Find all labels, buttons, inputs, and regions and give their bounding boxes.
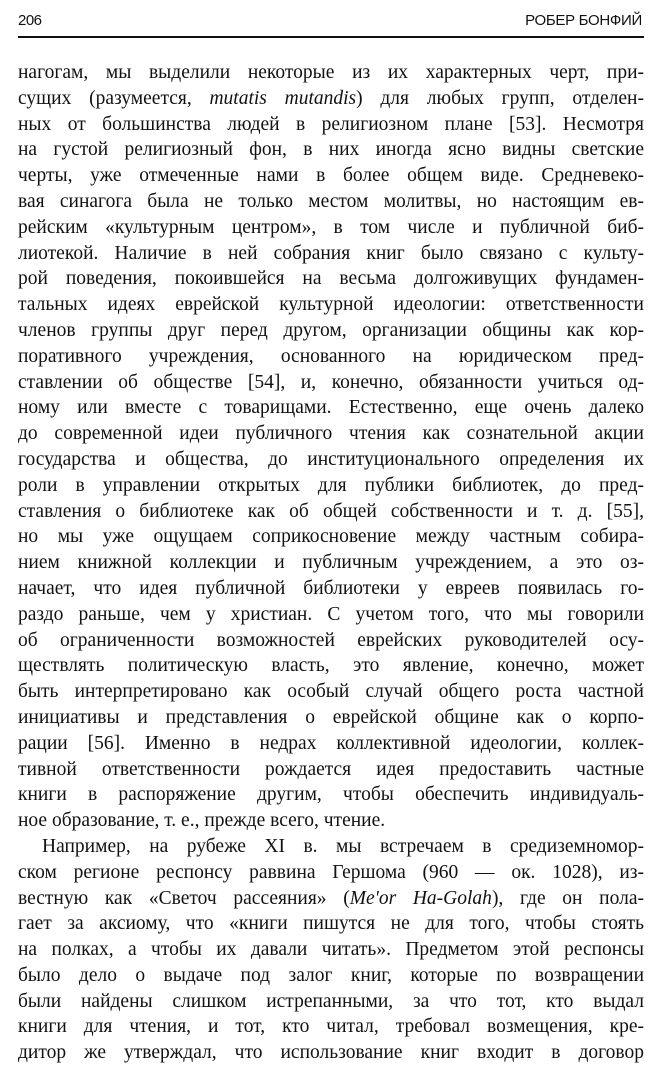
text-line — [18, 447, 644, 473]
text-line — [18, 112, 644, 138]
text-line — [18, 576, 644, 602]
text-line — [18, 860, 644, 886]
text-run: на полках, а чтобы их давали читать». Предметом этой респонсы — [18, 939, 644, 961]
text-line — [18, 886, 644, 912]
text-line — [18, 370, 644, 396]
text-run: ) для любых групп, отделен- — [356, 87, 644, 109]
text-run: ставления о библиотеке как об общей собственности и т. д. [55], — [18, 500, 644, 522]
text-line — [18, 602, 644, 628]
running-head-author: РОБЕР БОНФИЙ — [525, 12, 642, 29]
text-line — [18, 137, 644, 163]
text-run: начает, что идея публичной библиотеки у евреев появилась го- — [18, 577, 644, 599]
text-line — [18, 318, 644, 344]
text-run: раздо раньше, чем у христиан. С учетом того, что мы говорили — [18, 603, 644, 625]
text-line — [18, 266, 644, 292]
text-line — [18, 731, 644, 757]
text-line — [18, 989, 644, 1015]
running-head — [18, 10, 642, 36]
text-run: на густой религиозный фон, в них иногда ясно видны светские — [18, 139, 644, 161]
text-line — [18, 808, 644, 834]
text-line — [18, 963, 644, 989]
text-run: рейским «культурным центром», в том числе и публичной биб- — [18, 216, 644, 238]
text-run: вестную как «Светоч рассеяния» ( — [18, 887, 350, 909]
text-run: роли в управлении открытых для публики библиотек, до пред- — [18, 474, 644, 496]
italic-term: Me'or Ha-Golah — [349, 887, 492, 909]
text-run: нием книжной коллекции и публичным учреждением, а это оз- — [18, 552, 644, 574]
text-run: поративного учреждения, основанного на юридическом пред- — [18, 345, 644, 367]
text-line — [18, 1014, 644, 1040]
text-line — [18, 421, 644, 447]
text-run: Например, на рубеже XI в. мы встречаем в средиземномор- — [42, 835, 644, 857]
text-line — [18, 86, 644, 112]
text-run: инициативы и представления о еврейской общине как о корпо- — [18, 706, 644, 728]
text-line — [18, 782, 644, 808]
text-line — [18, 215, 644, 241]
body-text — [18, 60, 644, 1066]
text-run: ществлять политическую власть, это явление, конечно, может — [18, 655, 644, 677]
header-rule — [18, 36, 644, 38]
text-run: государства и общества, до институционального определения их — [18, 448, 644, 470]
text-run: книги для чтения, и тот, кто читал, требовал возмещения, кре- — [18, 1016, 644, 1038]
text-run: было дело о выдаче под залог книг, которые по возвращении — [18, 964, 644, 986]
text-run: членов группы друг перед другом, организации общины как кор- — [18, 319, 644, 341]
text-line — [18, 705, 644, 731]
text-run: дитор же утверждал, что использование книг входит в договор — [18, 1042, 644, 1064]
italic-term: mutatis mutandis — [209, 87, 357, 109]
text-line — [18, 473, 644, 499]
text-run: ставлении об обществе [54], и, конечно, обязанности учиться од- — [18, 371, 644, 393]
text-line — [18, 937, 644, 963]
text-run: ском регионе респонсу раввина Гершома (960 — ок. 1028), из- — [18, 861, 644, 883]
text-run: быть интерпретировано как особый случай общего роста частной — [18, 681, 644, 703]
text-line — [18, 292, 644, 318]
text-line — [18, 524, 644, 550]
text-run: ное образование, т. е., прежде всего, чтение. — [18, 810, 386, 832]
text-line — [18, 395, 644, 421]
text-line — [18, 344, 644, 370]
text-run: сущих (разумеется, — [18, 87, 210, 109]
text-run: были найдены слишком истрепанными, за что тот, кто выдал — [18, 990, 644, 1012]
text-line — [18, 628, 644, 654]
text-line — [18, 163, 644, 189]
text-run: нагогам, мы выделили некоторые из их характерных черт, при- — [18, 62, 644, 83]
text-line — [18, 241, 644, 267]
text-run: но мы уже ощущаем соприкосновение между частным собира- — [18, 526, 644, 548]
text-run: ), где он пола- — [491, 887, 644, 909]
text-line — [18, 911, 644, 937]
text-run: об ограниченности возможностей еврейских руководителей осу- — [18, 629, 644, 651]
text-run: вая синагога была не только местом молитвы, но настоящим ев- — [18, 190, 644, 212]
text-line — [18, 60, 644, 86]
page-number: 206 — [18, 12, 42, 29]
text-line — [18, 653, 644, 679]
text-run: ному или вместе с товарищами. Естественно, еще очень далеко — [18, 397, 644, 419]
text-line — [18, 834, 644, 860]
text-line — [18, 679, 644, 705]
text-run: книги в распоряжение другим, чтобы обеспечить индивидуаль- — [18, 784, 644, 806]
text-line — [18, 550, 644, 576]
text-line — [18, 499, 644, 525]
text-run: рой поведения, покоившейся на весьма долгоживущих фундамен- — [18, 268, 644, 290]
text-line — [18, 189, 644, 215]
paragraph — [18, 834, 644, 1066]
text-run: гает за аксиому, что «книги пишутся не для того, чтобы стоять — [18, 913, 644, 935]
text-run: ных от большинства людей в религиозном плане [53]. Несмотря — [18, 113, 644, 135]
text-run: до современной идеи публичного чтения как сознательной акции — [18, 423, 644, 445]
text-run: тивной ответственности рождается идея предоставить частные — [18, 758, 644, 780]
text-line — [18, 1040, 644, 1066]
text-run: тальных идеях еврейской культурной идеологии: ответственности — [18, 294, 644, 316]
text-run: лиотекой. Наличие в ней собрания книг было связано с культу- — [18, 242, 644, 264]
text-line — [18, 757, 644, 783]
text-run: черты, уже отмеченные нами в более общем виде. Средневеко- — [18, 165, 644, 187]
text-run: рации [56]. Именно в недрах коллективной идеологии, коллек- — [18, 732, 644, 754]
paragraph — [18, 60, 644, 834]
